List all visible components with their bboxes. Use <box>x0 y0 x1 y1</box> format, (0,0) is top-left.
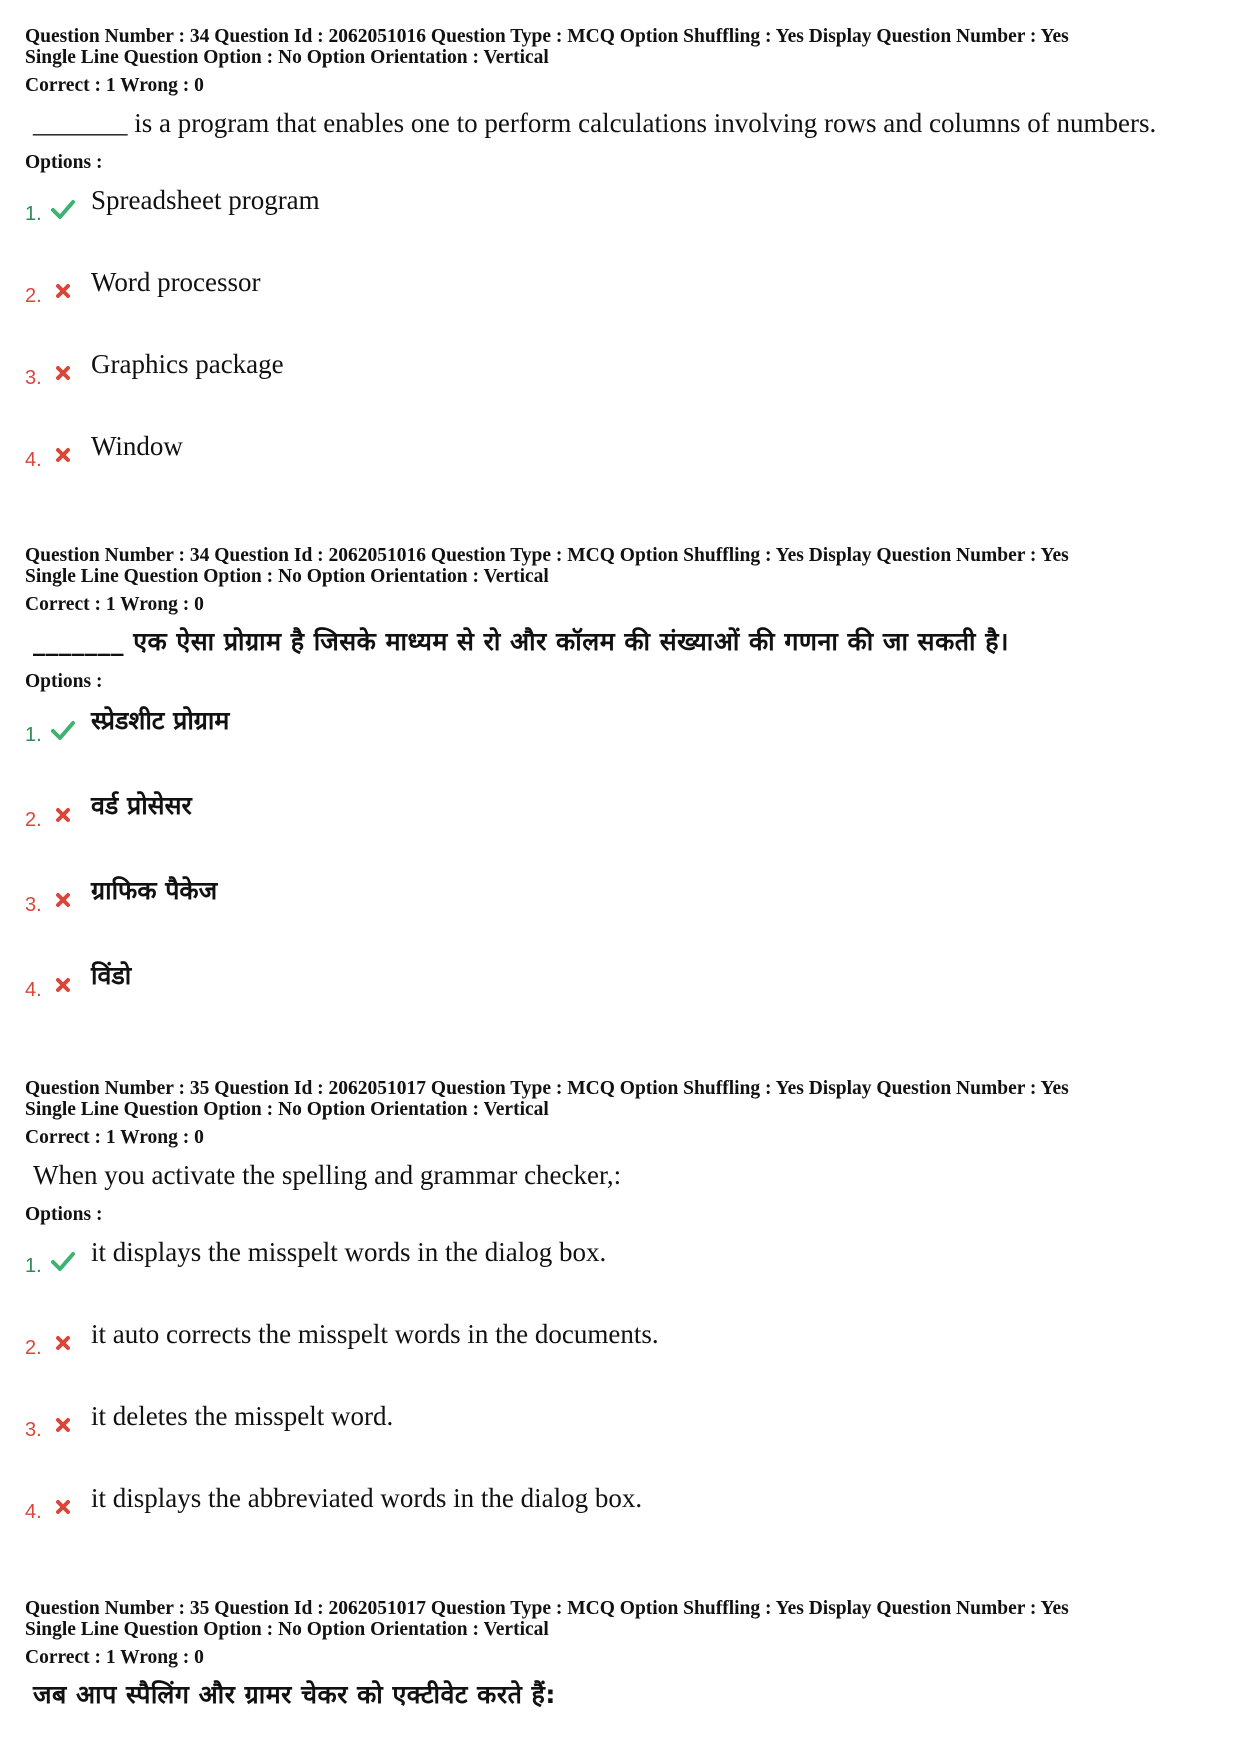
question-score: Correct : 1 Wrong : 0 <box>25 594 204 615</box>
question-meta-line2: Single Line Question Option : No Option Orientation : Vertical <box>25 47 549 68</box>
option-item[interactable] <box>25 704 1215 789</box>
question-text: जब आप स्पैलिंग और ग्रामर चेकर को एक्टीवेट करते हैं: <box>33 1680 556 1709</box>
question-text: _______ is a program that enables one to perform calculations involving rows and columns of numbers. <box>33 108 1157 138</box>
check-icon <box>51 197 75 221</box>
question-meta-line2: Single Line Question Option : No Option Orientation : Vertical <box>25 566 549 587</box>
option-text: Window <box>91 431 183 461</box>
option-item[interactable] <box>25 265 1215 347</box>
cross-icon <box>51 279 75 303</box>
option-number: 3. <box>25 367 42 389</box>
option-text: ग्राफिक पैकेज <box>91 876 218 905</box>
option-number: 3. <box>25 894 42 916</box>
option-text: स्प्रेडशीट प्रोग्राम <box>91 706 230 735</box>
options-label: Options : <box>25 671 103 692</box>
option-list <box>25 704 1215 1044</box>
question-text: _______ एक ऐसा प्रोग्राम है जिसके माध्यम से रो और कॉलम की संख्याओं की गणना की जा सकती है। <box>33 627 1009 656</box>
question-meta-line1: Question Number : 34 Question Id : 2062051016 Question Type : MCQ Option Shuffling : Yes Display Question Number : Yes <box>25 26 1069 47</box>
option-number: 2. <box>25 285 42 307</box>
option-text: Word processor <box>91 267 261 297</box>
cross-icon <box>51 1331 75 1355</box>
question-block-35-en <box>25 1078 1215 1563</box>
cross-icon <box>51 973 75 997</box>
question-block-34-hi <box>25 545 1215 1044</box>
option-number: 4. <box>25 449 42 471</box>
option-item[interactable] <box>25 959 1215 1044</box>
option-text: it deletes the misspelt word. <box>91 1401 394 1431</box>
check-icon <box>51 1249 75 1273</box>
option-item[interactable] <box>25 183 1215 265</box>
option-list <box>25 183 1215 511</box>
option-number: 2. <box>25 1337 42 1359</box>
option-number: 2. <box>25 809 42 831</box>
check-icon <box>51 718 75 742</box>
option-number: 4. <box>25 979 42 1001</box>
option-text: it displays the misspelt words in the dialog box. <box>91 1237 607 1267</box>
option-text: it auto corrects the misspelt words in the documents. <box>91 1319 659 1349</box>
cross-icon <box>51 1413 75 1437</box>
option-item[interactable] <box>25 347 1215 429</box>
option-item[interactable] <box>25 1317 1215 1399</box>
question-block-35-hi <box>25 1598 1215 1712</box>
question-score: Correct : 1 Wrong : 0 <box>25 1127 204 1148</box>
option-number: 1. <box>25 1255 42 1277</box>
question-text: When you activate the spelling and grammar checker,: <box>33 1160 622 1190</box>
question-meta-line2: Single Line Question Option : No Option Orientation : Vertical <box>25 1619 549 1640</box>
question-meta-line1: Question Number : 35 Question Id : 2062051017 Question Type : MCQ Option Shuffling : Yes Display Question Number : Yes <box>25 1598 1069 1619</box>
question-meta-line1: Question Number : 35 Question Id : 2062051017 Question Type : MCQ Option Shuffling : Yes Display Question Number : Yes <box>25 1078 1069 1099</box>
cross-icon <box>51 443 75 467</box>
option-item[interactable] <box>25 429 1215 511</box>
question-meta-line2: Single Line Question Option : No Option Orientation : Vertical <box>25 1099 549 1120</box>
options-label: Options : <box>25 1204 103 1225</box>
option-number: 3. <box>25 1419 42 1441</box>
cross-icon <box>51 803 75 827</box>
option-item[interactable] <box>25 1399 1215 1481</box>
option-item[interactable] <box>25 1235 1215 1317</box>
cross-icon <box>51 888 75 912</box>
cross-icon <box>51 1495 75 1519</box>
option-text: विंडो <box>91 961 132 990</box>
cross-icon <box>51 361 75 385</box>
question-score: Correct : 1 Wrong : 0 <box>25 1647 204 1668</box>
question-meta-line1: Question Number : 34 Question Id : 2062051016 Question Type : MCQ Option Shuffling : Yes Display Question Number : Yes <box>25 545 1069 566</box>
question-block-34-en <box>25 26 1215 511</box>
option-text: वर्ड प्रोसेसर <box>91 791 192 820</box>
options-label: Options : <box>25 152 103 173</box>
option-number: 4. <box>25 1501 42 1523</box>
option-list <box>25 1235 1215 1563</box>
option-item[interactable] <box>25 789 1215 874</box>
option-item[interactable] <box>25 874 1215 959</box>
option-text: Graphics package <box>91 349 284 379</box>
option-number: 1. <box>25 724 42 746</box>
option-text: it displays the abbreviated words in the dialog box. <box>91 1483 643 1513</box>
option-number: 1. <box>25 203 42 225</box>
option-item[interactable] <box>25 1481 1215 1563</box>
option-text: Spreadsheet program <box>91 185 320 215</box>
question-score: Correct : 1 Wrong : 0 <box>25 75 204 96</box>
